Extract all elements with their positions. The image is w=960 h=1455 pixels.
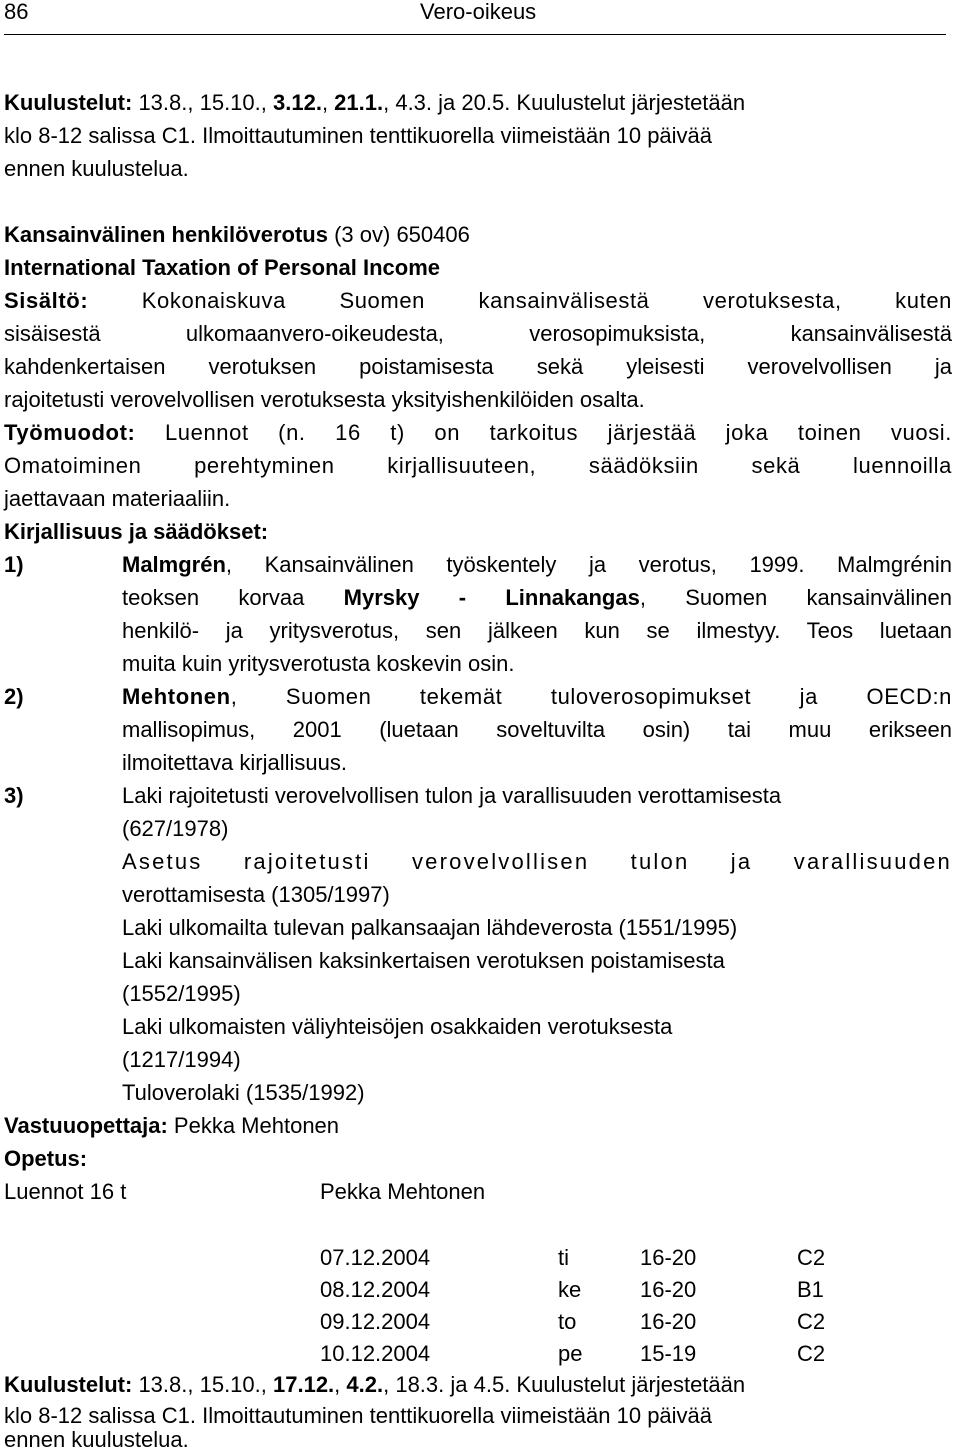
session-date: 07.12.2004	[320, 1245, 431, 1270]
session-time: 15-19	[640, 1341, 697, 1366]
content-line-4: rajoitetusti verovelvollisen verotuksesta yksityishenkilöiden osalta.	[4, 387, 645, 412]
lit-item-3-line-10: Tuloverolaki (1535/1992)	[122, 1080, 365, 1105]
course-title-en: International Taxation of Personal Income	[4, 255, 441, 280]
session-day: pe	[558, 1341, 583, 1366]
lit-item-2-line-1: Mehtonen, Suomen tekemät tuloverosopimukset ja OECD:n	[122, 684, 952, 709]
content-line-3: kahdenkertaisen verotuksen poistamisesta sekä yleisesti verovelvollisen ja	[4, 354, 952, 379]
lit-item-1-line-4: muita kuin yritysverotusta koskevin osin.	[122, 651, 515, 676]
lit-item-3-line-7: (1552/1995)	[122, 981, 241, 1006]
session-time: 16-20	[640, 1309, 697, 1334]
content-label: Sisältö:	[4, 288, 89, 313]
lit-item-3-line-2: (627/1978)	[122, 816, 229, 841]
lit-item-1-line-2: teoksen korvaa Myrsky - Linnakangas, Suomen kansainvälinen	[122, 585, 952, 610]
lit-item-2-line-3: ilmoitettava kirjallisuus.	[122, 750, 347, 775]
exams-line-2: klo 8-12 salissa C1. Ilmoittautuminen tenttikuorella viimeistään 10 päivää	[4, 123, 713, 148]
exams-label: Kuulustelut:	[4, 1372, 133, 1397]
lecturer-name: Pekka Mehtonen	[320, 1179, 486, 1204]
methods-line-1: Työmuodot: Luennot (n. 16 t) on tarkoitus järjestää joka toinen vuosi.	[4, 420, 952, 445]
lit-item-3-line-1: Laki rajoitetusti verovelvollisen tulon ja varallisuuden verottamisesta	[122, 783, 782, 808]
lit-item-2-line-2: mallisopimus, 2001 (luetaan soveltuvilta osin) tai muu erikseen	[122, 717, 952, 742]
lit-item-3-line-6: Laki kansainvälisen kaksinkertaisen verotuksen poistamisesta	[122, 948, 725, 973]
exams-bottom-line-1: Kuulustelut: 13.8., 15.10., 17.12., 4.2., 18.3. ja 4.5. Kuulustelut järjestetään	[4, 1372, 746, 1397]
session-day: ti	[558, 1245, 569, 1270]
session-day: to	[558, 1309, 577, 1334]
lit-item-3-line-5: Laki ulkomailta tulevan palkansaajan lähdeverosta (1551/1995)	[122, 915, 738, 940]
lit-item-3-line-8: Laki ulkomaisten väliyhteisöjen osakkaiden verotuksesta	[122, 1014, 673, 1039]
exams-label: Kuulustelut:	[4, 90, 133, 115]
literature-label: Kirjallisuus ja säädökset:	[4, 519, 269, 544]
methods-label: Työmuodot:	[4, 420, 136, 445]
running-title: Vero-oikeus	[420, 0, 537, 24]
exams-line-3: ennen kuulustelua.	[4, 156, 189, 181]
session-date: 08.12.2004	[320, 1277, 431, 1302]
session-time: 16-20	[640, 1277, 697, 1302]
exams-bottom-line-3: ennen kuulustelua.	[4, 1427, 189, 1452]
session-time: 16-20	[640, 1245, 697, 1270]
lit-item-1-line-3: henkilö- ja yritysverotus, sen jälkeen kun se ilmestyy. Teos luetaan	[122, 618, 952, 643]
list-number-3: 3)	[4, 783, 24, 808]
content-line-2: sisäisestä ulkomaanvero-oikeudesta, verosopimuksista, kansainvälisestä	[4, 321, 952, 346]
methods-line-3: jaettavaan materiaaliin.	[4, 486, 231, 511]
exams-line-1: Kuulustelut: 13.8., 15.10., 3.12., 21.1., 4.3. ja 20.5. Kuulustelut järjestetään	[4, 90, 746, 115]
session-day: ke	[558, 1277, 582, 1302]
exams-bottom-line-2: klo 8-12 salissa C1. Ilmoittautuminen tenttikuorella viimeistään 10 päivää	[4, 1403, 713, 1428]
page-header	[0, 0, 960, 40]
list-number-1: 1)	[4, 552, 24, 577]
session-date: 10.12.2004	[320, 1341, 431, 1366]
list-number-2: 2)	[4, 684, 24, 709]
session-room: C2	[797, 1309, 826, 1334]
session-room: C2	[797, 1341, 826, 1366]
teaching-type: Luennot 16 t	[4, 1179, 127, 1204]
teaching-label: Opetus:	[4, 1146, 88, 1171]
header-rule	[4, 34, 946, 35]
session-room: C2	[797, 1245, 826, 1270]
methods-line-2: Omatoiminen perehtyminen kirjallisuuteen, säädöksiin sekä luennoilla	[4, 453, 952, 478]
lit-item-3-line-9: (1217/1994)	[122, 1047, 241, 1072]
course-title: Kansainvälinen henkilöverotus (3 ov) 650406	[4, 222, 470, 247]
responsible-teacher: Vastuuopettaja: Pekka Mehtonen	[4, 1113, 340, 1138]
content-line-1: Sisältö: Kokonaiskuva Suomen kansainvälisestä verotuksesta, kuten	[4, 288, 952, 313]
lit-item-3-line-3: Asetus rajoitetusti verovelvollisen tulon ja varallisuuden	[122, 849, 952, 874]
session-date: 09.12.2004	[320, 1309, 431, 1334]
page-number: 86	[4, 0, 29, 24]
lit-item-3-line-4: verottamisesta (1305/1997)	[122, 882, 390, 907]
lit-item-1-line-1: Malmgrén, Kansainvälinen työskentely ja verotus, 1999. Malmgrénin	[122, 552, 952, 577]
session-room: B1	[797, 1277, 824, 1302]
